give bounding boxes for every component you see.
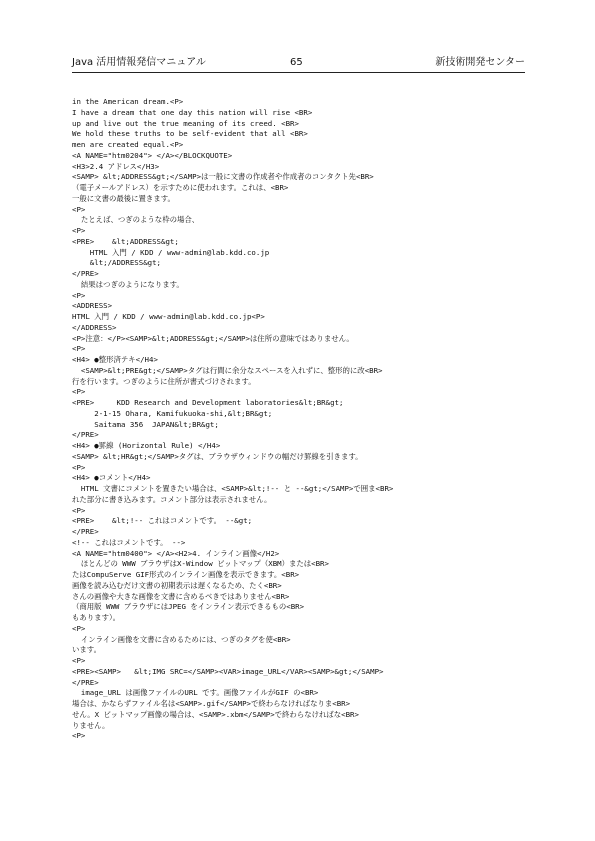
text-line: <P>: [72, 204, 86, 214]
text-line: I have a dream that one day this nation will rise <BR>: [72, 107, 313, 117]
text-line: <SAMP> &lt;HR&gt;</SAMP>タグは、ブラウザウィンドウの幅だけ罫線を引きます。: [72, 451, 363, 461]
text-line: <P>: [72, 505, 86, 515]
text-line: <P>: [72, 462, 86, 472]
text-line: <PRE> KDD Research and Development laboratories&lt;BR&gt;: [72, 398, 344, 407]
text-line: <PRE> &lt;!-- これはコメントです。 --&gt;: [72, 516, 253, 526]
text-line: image_URL は画像ファイルのURL です。画像ファイルがGIF の<BR>: [72, 688, 319, 698]
page-header: [72, 56, 525, 70]
text-line: <P>: [72, 290, 86, 300]
text-line: HTML 文書にコメントを置きたい場合は、<SAMP>&lt;!-- と --&gt;</SAMP>で囲ま<BR>: [72, 484, 394, 493]
text-line: <!-- これはコメントです。 -->: [72, 537, 186, 547]
text-line: </ADDRESS>: [72, 322, 117, 332]
header-organization: 新技術開発センター: [435, 57, 525, 68]
text-line: <H4> ●整形済テキ</H4>: [72, 355, 158, 364]
text-line: 結果はつぎのようになります。: [72, 279, 184, 289]
text-line: もあります）。: [72, 613, 121, 622]
header-rule: [72, 72, 525, 73]
document-body: [72, 97, 532, 742]
text-line: 2-1-15 Ohara, Kamifukuoka-shi,&lt;BR&gt;: [72, 408, 273, 418]
text-line: &lt;/ADDRESS&gt;: [72, 258, 161, 268]
text-line: <P>: [72, 344, 86, 354]
text-line: <P>: [72, 226, 86, 235]
text-line: たとえば、つぎのような枠の場合、: [72, 215, 200, 225]
text-line: 画像を読み込むだけ文書の初期表示は遅くなるため、たく<BR>: [72, 580, 282, 590]
text-line: HTML 入門 / KDD / www-admin@lab.kdd.co.jp: [72, 247, 270, 257]
text-line: <P>: [72, 731, 86, 741]
page-number: 65: [290, 57, 303, 68]
text-line: Saitama 356 JAPAN&lt;BR&gt;: [72, 419, 219, 429]
text-line: たはCompuServe GIF形式のインライン画像を表示できます。<BR>: [72, 570, 300, 579]
text-line: </PRE>: [72, 430, 99, 440]
text-line: 一般に文書の最後に置きます。: [72, 193, 175, 203]
text-line: います。: [72, 645, 101, 655]
text-line: </PRE>: [72, 527, 99, 536]
text-line: <SAMP> &lt;ADDRESS&gt;</SAMP>は一般に文書の作成者や作成者のコンタクト先<BR>: [72, 172, 374, 182]
text-line: せん。X ビットマップ画像の場合は、<SAMP>.xbm</SAMP>で終わらなければな<BR>: [72, 709, 359, 719]
text-line: men are created equal.<P>: [72, 140, 184, 149]
text-line: <P>: [72, 656, 86, 665]
text-line: ほとんどの WWW ブラウザはX-Window ビットマップ（XBM）または<BR>: [72, 559, 329, 569]
text-line: <A NAME="htm0400"> </A><H2>4. インライン画像</H2>: [72, 548, 280, 558]
text-line: <H4> ●コメント</H4>: [72, 473, 151, 483]
header-title: Java 活用情報発信マニュアル: [72, 57, 206, 68]
text-line: （電子メールアドレス）を示すために使われます。これは、<BR>: [72, 183, 289, 192]
text-line: インライン画像を文書に含めるためには、つぎのタグを使<BR>: [72, 634, 291, 644]
text-line: <H3>2.4 アドレス</H3>: [72, 161, 160, 171]
text-line: in the American dream.<P>: [72, 97, 184, 106]
text-line: <P>注意：</P><SAMP>&lt;ADDRESS&gt;</SAMP>は住所の意味ではありません。: [72, 333, 354, 343]
text-line: りません。: [72, 720, 110, 730]
text-line: <PRE><SAMP> &lt;IMG SRC=</SAMP><VAR>image_URL</VAR><SAMP>&gt;</SAMP>: [72, 666, 384, 676]
text-line: さんの画像や大きな画像を文書に含めるべきではありません<BR>: [72, 591, 290, 601]
text-line: （商用版 WWW ブラウザにはJPEG をインライン表示できるもの<BR>: [72, 602, 305, 612]
text-line: </PRE>: [72, 269, 99, 278]
text-line: <P>: [72, 387, 86, 397]
text-line: <PRE> &lt;ADDRESS&gt;: [72, 236, 179, 246]
text-line: <A NAME="htm0204"> </A></BLOCKQUOTE>: [72, 150, 233, 160]
text-line: 場合は、かならずファイル名は<SAMP>.gif</SAMP>で終わらなければなりま<BR>: [72, 699, 351, 708]
text-line: <P>: [72, 623, 86, 633]
text-line: HTML 入門 / KDD / www-admin@lab.kdd.co.jp<P>: [72, 312, 265, 321]
text-line: <ADDRESS>: [72, 301, 113, 311]
text-line: <H4> ●罫線 (Horizontal Rule) </H4>: [72, 441, 221, 450]
text-line: </PRE>: [72, 677, 99, 687]
text-line: <SAMP>&lt;PRE&gt;</SAMP>タグは行間に余分なスペースを入れずに、整形的に改<BR>: [72, 365, 383, 375]
text-line: up and live out the true meaning of its creed. <BR>: [72, 118, 299, 128]
text-line: We hold these truths to be self-evident that all <BR>: [72, 129, 308, 139]
text-line: れた部分に書き込みます。コメント部分は表示されません。: [72, 494, 272, 504]
text-line: 行を行います。つぎのように住所が書式づけされます。: [72, 376, 256, 386]
